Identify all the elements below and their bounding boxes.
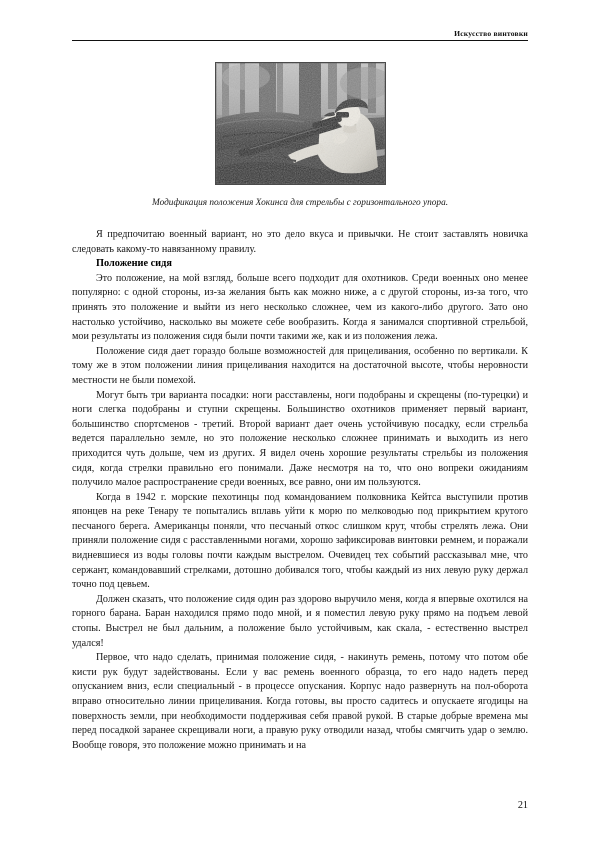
page-header	[72, 30, 528, 49]
body-text-column	[72, 228, 528, 753]
photo-image	[216, 63, 385, 184]
subheading-sitting-position: Положение сидя	[96, 258, 172, 270]
photo-shooter-horizontal-rest	[215, 62, 386, 185]
paragraph-5: Когда в 1942 г. морские пехотинцы под командованием полковника Кейтса выступили против японцев на реке Тенару те попытались вплавь уйти к морю по мелководью под прикрытием крутого песчаного берега. Американцы поняли, что песчаный откос слишком крут, чтобы стрелять лежа. Они приняли положение сидя с расставленными ногами, хорошо зафиксировав винтовки ремнем, и поражали видневшиеся из воды головы почти каждым выстрелом. Очевидец тех событий рассказывал мне, что сержант, командовавший стрелками, дотошно добивался того, чтобы каждый из них левую руку держал точно под цевьем.	[72, 491, 528, 591]
header-rule	[72, 40, 528, 41]
page-number: 21	[517, 800, 528, 811]
paragraph-4: Могут быть три варианта посадки: ноги расставлены, ноги подобраны и скрещены (по-турецки) и ноги слегка подобраны и ступни скрещены. Большинство охотников применяет первый вариант, большинство спортсменов - третий. Второй вариант дает очень устойчивую посадку, если стрельба ведется параллельно земле, но это положение несколько сложнее принимать и выходить из него приходится чуть дольше, чем из других. Я видел очень хорошие результаты стрельбы из положения сидя, когда стрелки правильно его понимали. Даже несмотря на то, что оно вопреки ожиданиям получило малое распространение среди военных, все равно, они им пользуются.	[72, 389, 528, 489]
paragraph-2: Это положение, на мой взгляд, больше всего подходит для охотников. Среди военных оно менее популярно: с одной стороны, из-за желания быть как можно ниже, а с другой стороны, из-за того, что принять это положение и выйти из него несколько сложнее, чем из какого-либо другого. Зато оно настолько устойчиво, насколько вы можете себе вообразить. Когда я занимался спортивной стрельбой, мои результаты из положения сидя были почти такими же, как и из положения лежа.	[72, 272, 528, 343]
paragraph-6: Должен сказать, что положение сидя один раз здорово выручило меня, когда я впервые охотился на горного барана. Баран находился прямо подо мной, и я поместил левую руку прямо на подъем левой стопы. Выстрел не был дальним, а положение было устойчивым, как скала, - естественно выстрел удался!	[72, 593, 528, 649]
figure-block	[0, 62, 600, 190]
figure-caption: Модификация положения Хокинса для стрельбы с горизонтального упора.	[151, 198, 449, 208]
paragraph-1: Я предпочитаю военный вариант, но это дело вкуса и привычки. Не стоит заставлять новичка следовать какому-то навязанному правилу.	[72, 229, 528, 255]
paragraph-7: Первое, что надо сделать, принимая положение сидя, - накинуть ремень, потому что потом обе кисти рук будут задействованы. Если у вас ремень военного образца, то его надо надеть перед опусканием вниз, если специальный - в процессе опускания. Корпус надо развернуть на пол-оборота вправо относительно линии прицеливания. Когда готовы, вы просто садитесь и опускаете ягодицы на поверхность земли, при необходимости поддерживая себя правой рукой. В старые добрые времена мы перед посадкой заранее скрещивали ноги, а правую руку отводили назад, чтобы смягчить удар о землю. Вообще говоря, это положение можно принимать и на	[72, 652, 528, 751]
paragraph-3: Положение сидя дает гораздо больше возможностей для прицеливания, особенно по вертикали. К тому же в этом положении линия прицеливания находится на достаточной высоте, чтобы неровности местности не были помехой.	[72, 345, 528, 386]
running-head: Искусство винтовки	[454, 29, 528, 38]
